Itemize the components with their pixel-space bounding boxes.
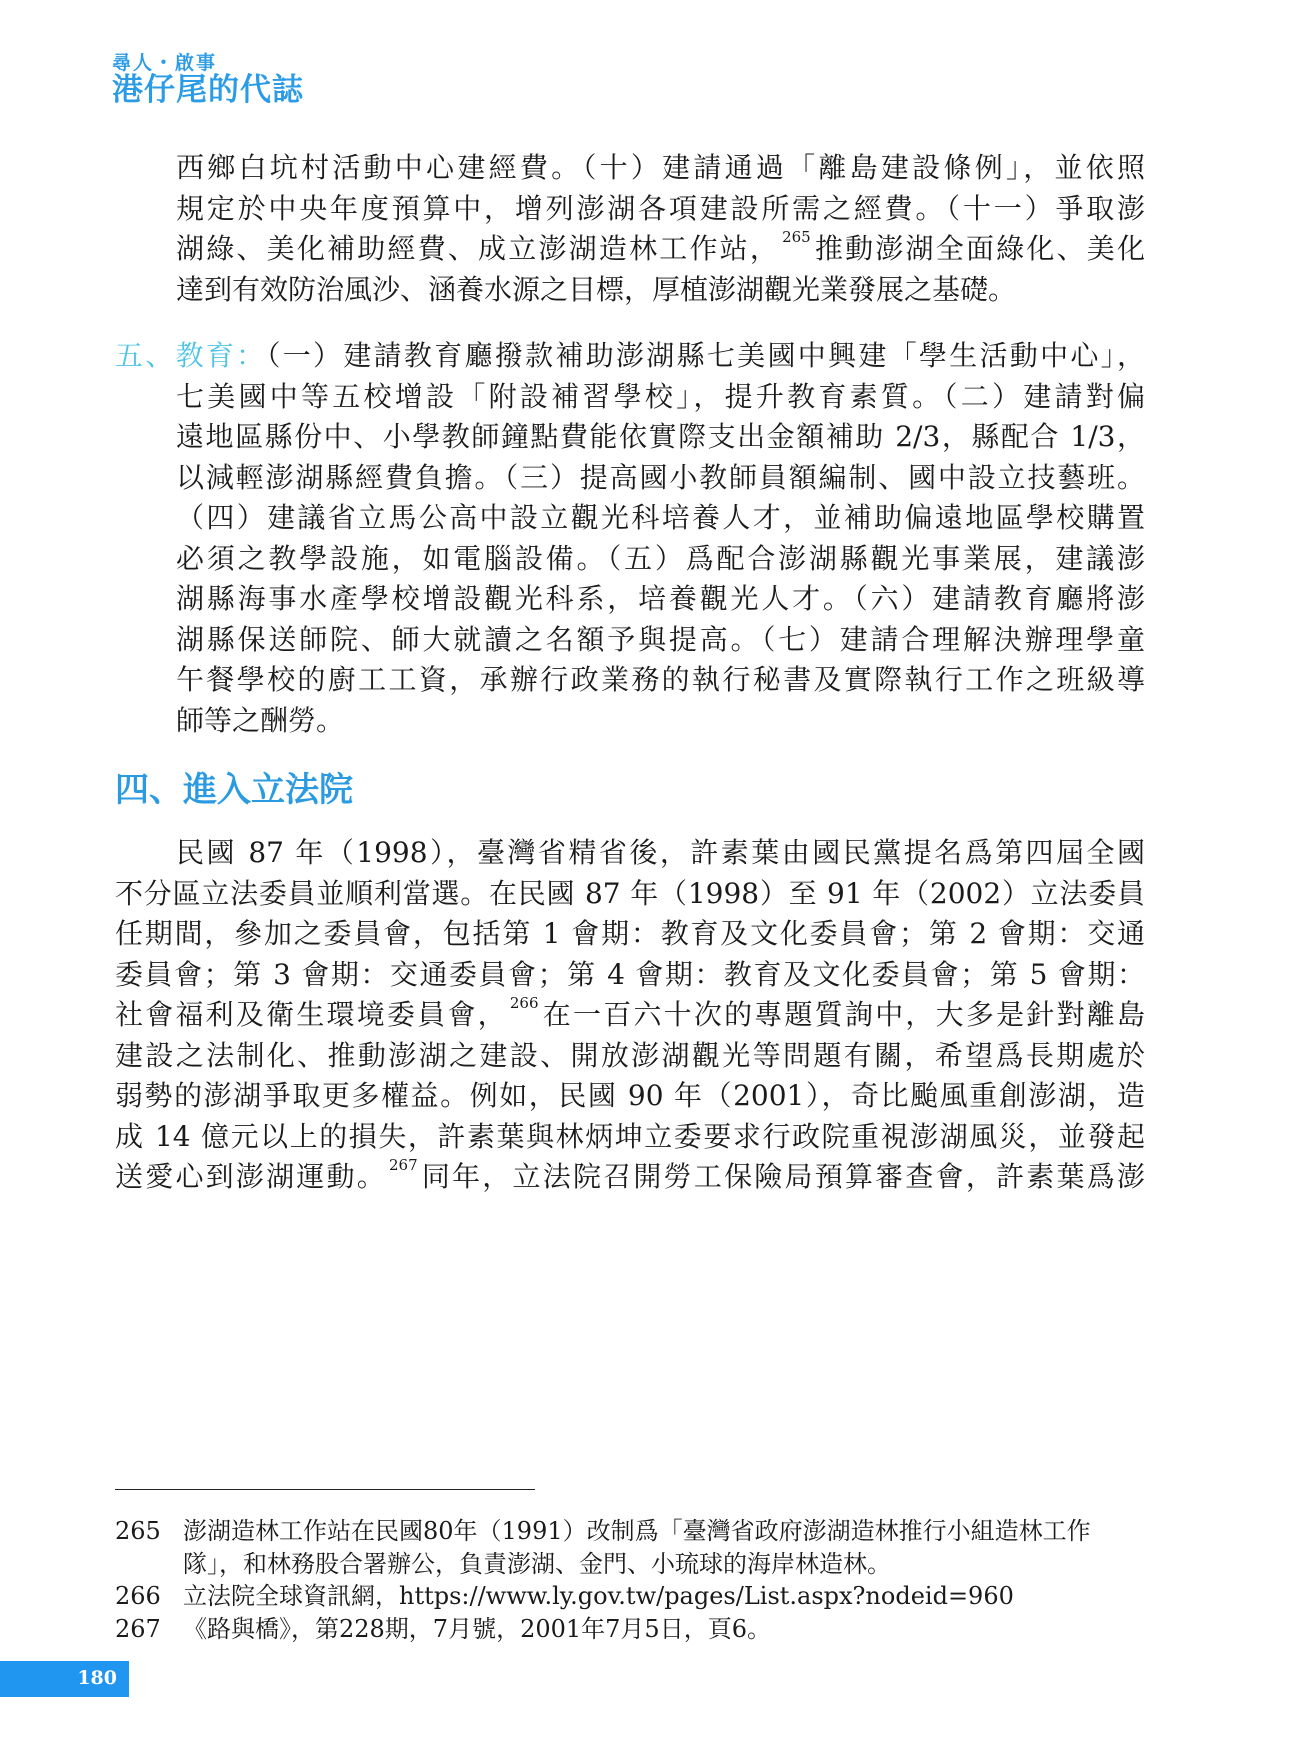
- text-line: [115, 955, 1145, 995]
- subsection-label: 五、教育：: [115, 339, 267, 372]
- text-run: 弱勢的澎湖爭取更多權益。例如，民國 90 年（2001），奇比颱風重創澎湖，造: [115, 1079, 1145, 1112]
- text-run: 午餐學校的廚工工資，承辦行政業務的執行秘書及實際執行工作之班級導: [176, 663, 1145, 696]
- text-run: 湖綠、美化補助經費、成立澎湖造林工作站，: [176, 232, 781, 265]
- footnote-number: 265: [115, 1517, 161, 1545]
- text-run: 同年，立法院召開勞工保險局預算審查會，許素葉爲澎: [419, 1160, 1145, 1193]
- text-line: [176, 148, 1145, 188]
- text-run: 七美國中等五校增設「附設補習學校」，提升教育素質。（二）建請對偏: [176, 379, 1145, 413]
- text-run: 成 14 億元以上的損失，許素葉與林炳坤立委要求行政院重視澎湖風災，並發起: [115, 1119, 1145, 1153]
- text-run: 委員會；第 3 會期：交通委員會；第 4 會期：教育及文化委員會；第 5 會期：: [115, 957, 1145, 991]
- text-run: 不分區立法委員並順利當選。在民國 87 年（1998）至 91 年（2002）立法委員: [115, 876, 1145, 910]
- footnote-ref: 266: [509, 994, 539, 1012]
- text-run: 社會福利及衛生環境委員會，: [115, 998, 508, 1031]
- footnote-number: 266: [115, 1582, 161, 1610]
- text-line: [115, 336, 1145, 376]
- footnote-divider: [115, 1489, 535, 1490]
- text-line: [176, 377, 1145, 417]
- text-line: [176, 229, 1145, 269]
- section-heading: 四、進入立法院: [115, 770, 353, 810]
- text-line: [115, 874, 1145, 914]
- text-run: 規定於中央年度預算中，增列澎湖各項建設所需之經費。（十一）爭取澎: [176, 191, 1145, 225]
- text-line: [176, 270, 1145, 310]
- text-run: 建設之法制化、推動澎湖之建設、開放澎湖觀光等問題有關，希望爲長期處於: [115, 1038, 1145, 1072]
- text-line: [176, 701, 1145, 741]
- footnote-text: 隊」，和林務股合署辦公，負責澎湖、金門、小琉球的海岸林造林。: [183, 1549, 891, 1578]
- text-line: [176, 620, 1145, 660]
- text-run: 湖縣海事水產學校增設觀光科系，培養觀光人才。（六）建請教育廳將澎: [176, 582, 1145, 615]
- text-line: [176, 833, 1145, 873]
- text-line: [176, 417, 1145, 457]
- text-run: （四）建議省立馬公高中設立觀光科培養人才，並補助偏遠地區學校購置: [176, 501, 1145, 534]
- text-line: [176, 579, 1145, 619]
- footnote-ref: 265: [782, 228, 811, 246]
- book-logo: [112, 54, 304, 106]
- footnote-text: 澎湖造林工作站在民國80年（1991）改制爲「臺灣省政府澎湖造林推行小組造林工作: [183, 1517, 1091, 1545]
- logo-subtitle: 尋人・啟事: [112, 52, 218, 74]
- text-run: 以減輕澎湖縣經費負擔。（三）提高國小教師員額編制、國中設立技藝班。: [176, 460, 1145, 494]
- text-line: [115, 995, 1145, 1035]
- text-line: [176, 498, 1145, 538]
- text-run: 達到有效防治風沙、涵養水源之目標，厚植澎湖觀光業發展之基礎。: [176, 272, 1017, 306]
- text-line: [176, 660, 1145, 700]
- text-run: 民國 87 年（1998），臺灣省精省後，許素葉由國民黨提名爲第四屆全國: [176, 836, 1145, 869]
- text-run: 送愛心到澎湖運動。: [115, 1160, 387, 1193]
- text-line: [115, 1157, 1145, 1197]
- text-line: [176, 458, 1145, 498]
- text-run: 湖縣保送師院、師大就讀之名額予與提高。（七）建請合理解決辦理學童: [176, 622, 1145, 656]
- text-run: （一）建請教育廳撥款補助澎湖縣七美國中興建「學生活動中心」，: [266, 339, 1145, 372]
- text-line: [176, 189, 1145, 229]
- text-run: 任期間，參加之委員會，包括第 1 會期：教育及文化委員會；第 2 會期：交通: [115, 917, 1145, 950]
- text-run: 在一百六十次的專題質詢中，大多是針對離島: [540, 998, 1145, 1031]
- logo-title: 港仔尾的代誌: [112, 72, 304, 108]
- text-run: 推動澎湖全面綠化、美化: [812, 232, 1145, 265]
- text-run: 遠地區縣份中、小學教師鐘點費能依實際支出金額補助 2/3，縣配合 1/3，: [176, 420, 1145, 453]
- footnote-number: 267: [115, 1614, 161, 1643]
- text-run: 必須之教學設施，如電腦設備。（五）爲配合澎湖縣觀光事業展，建議澎: [176, 541, 1145, 575]
- page-number-box: [0, 1661, 129, 1697]
- text-line: [115, 1076, 1145, 1116]
- text-line: [115, 1036, 1145, 1076]
- footnote-text: 《路與橋》，第228期，7月號，2001年7月5日，頁6。: [183, 1614, 771, 1643]
- text-line: [176, 539, 1145, 579]
- text-run: 西鄉白坑村活動中心建經費。（十）建請通過「離島建設條例」，並依照: [176, 151, 1145, 184]
- text-line: [115, 1117, 1145, 1157]
- text-run: 師等之酬勞。: [176, 703, 345, 737]
- footnote-text: 立法院全球資訊網，https://www.ly.gov.tw/pages/List.aspx?nodeid=960: [183, 1582, 1014, 1610]
- text-line: [115, 914, 1145, 954]
- footnote-ref: 267: [389, 1156, 418, 1174]
- page-number: 180: [77, 1667, 117, 1689]
